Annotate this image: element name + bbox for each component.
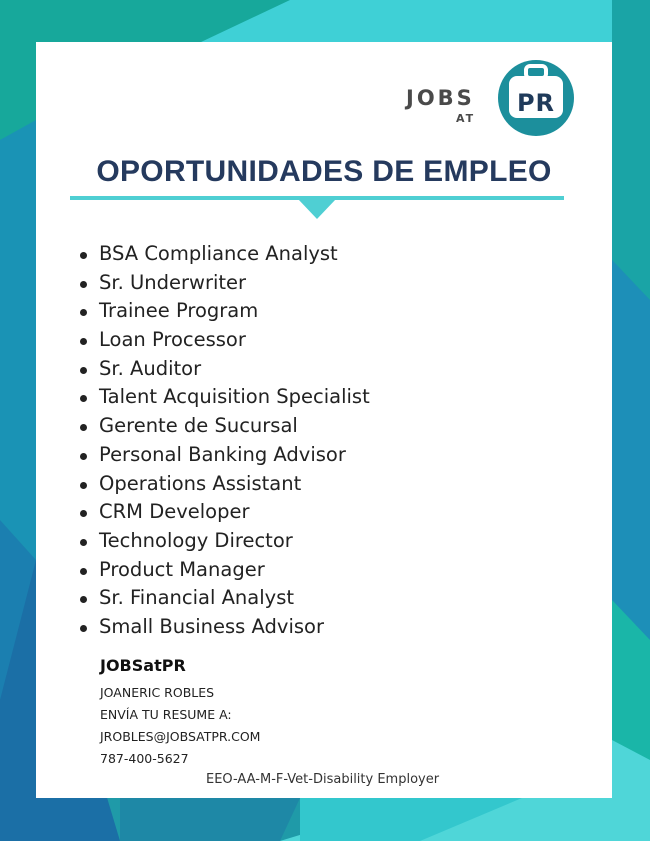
contact-block — [100, 656, 260, 770]
job-title: Gerente de Sucursal — [99, 414, 298, 438]
job-list — [80, 240, 370, 642]
contact-email-link[interactable]: JROBLES@JOBSATPR.COM — [100, 729, 261, 744]
job-item — [80, 269, 370, 298]
job-item — [80, 498, 370, 527]
company-name: JOBSatPR — [100, 656, 186, 675]
job-title: Talent Acquisition Specialist — [99, 385, 370, 409]
bullet-icon — [80, 309, 87, 316]
title-pointer — [298, 199, 336, 219]
page-title: OPORTUNIDADES DE EMPLEO — [96, 155, 552, 188]
job-item — [80, 584, 370, 613]
job-title: Trainee Program — [99, 299, 259, 323]
job-title: Loan Processor — [99, 328, 246, 352]
bullet-icon — [80, 625, 87, 632]
bullet-icon — [80, 367, 87, 374]
job-item — [80, 297, 370, 326]
bullet-icon — [80, 424, 87, 431]
job-title: Sr. Underwriter — [99, 270, 247, 294]
logo-pr-text: PR — [516, 89, 556, 117]
contact-phone[interactable]: 787-400-5627 — [100, 751, 189, 766]
job-title: Sr. Auditor — [99, 356, 202, 380]
eeo-statement: EEO-AA-M-F-Vet-Disability Employer — [206, 772, 440, 787]
resume-instruction: ENVÍA TU RESUME A: — [100, 707, 232, 722]
job-title: CRM Developer — [99, 500, 250, 524]
bullet-icon — [80, 395, 87, 402]
job-item — [80, 412, 370, 441]
job-title: Technology Director — [99, 528, 293, 552]
job-item — [80, 441, 370, 470]
job-item — [80, 527, 370, 556]
bullet-icon — [80, 338, 87, 345]
job-item — [80, 326, 370, 355]
bullet-icon — [80, 482, 87, 489]
bullet-icon — [80, 510, 87, 517]
job-item — [80, 240, 370, 269]
job-item — [80, 355, 370, 384]
job-title: Product Manager — [99, 557, 265, 581]
contact-name: JOANERIC ROBLES — [100, 685, 215, 700]
bullet-icon — [80, 281, 87, 288]
logo-at-text: AT — [456, 112, 476, 125]
job-title: Operations Assistant — [99, 471, 302, 495]
job-item — [80, 556, 370, 585]
job-title: Personal Banking Advisor — [99, 442, 346, 466]
job-title: Small Business Advisor — [99, 614, 324, 638]
bullet-icon — [80, 252, 87, 259]
logo-jobs-text: JOBS — [406, 86, 475, 110]
job-title: Sr. Financial Analyst — [99, 586, 294, 610]
jobsatpr-logo — [406, 56, 578, 136]
job-title: BSA Compliance Analyst — [99, 242, 338, 265]
job-item — [80, 470, 370, 499]
bullet-icon — [80, 568, 87, 575]
bullet-icon — [80, 596, 87, 603]
job-item — [80, 383, 370, 412]
job-item — [80, 613, 370, 642]
bullet-icon — [80, 539, 87, 546]
bullet-icon — [80, 453, 87, 460]
job-card — [36, 42, 612, 798]
